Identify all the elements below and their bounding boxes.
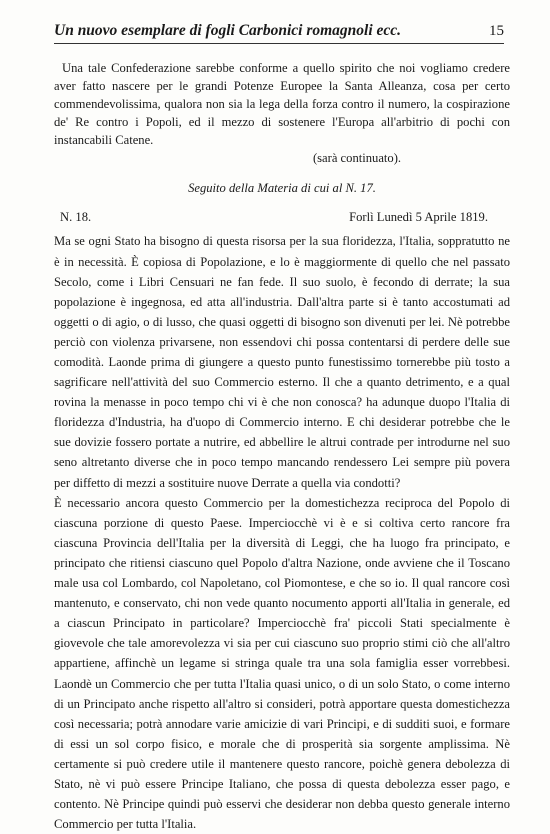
issue-dateline: Forlì Lunedì 5 Aprile 1819. xyxy=(349,210,488,225)
running-header xyxy=(54,22,504,44)
section-title: Seguito della Materia di cui al N. 17. xyxy=(188,181,376,196)
body-paragraph: Ma se ogni Stato ha bisogno di questa risorsa per la sua floridezza, l'Italia, soppratutto ne è in necessità. È copiosa di Popolazione, e lo è maggiormente di quello che nel passato Secolo, come i Libri Censuari ne fan fede. Il suo suolo, è fecondo di derrate; la sua popolazione è ingegnosa, ed atta all'industria. Dall'altra parte si è tanto accostumati ad oggetti o di agio, o di lusso, che quasi oggetti di bisogno son divenuti per lei. Nè potrebbe perciò con violenza privarsene, non essendovi chi possa contentarsi di perdere delle sue comodità. Laonde prima di giungere a questo punto funestissimo tornerebbe più tosto a sagrificare nell'attività del suo Commercio esterno. Il che a quanto detrimento, e a qual rovina la menasse in poco tempo chi vi è che non conosca? ha adunque duopo l'Italia di floridezza d'Industria, ha d'uopo di Commercio interno. E chi desiderar potrebbe che le sue dovizie fossero portate a nutrire, ed abbellire le altrui contrade per introdurne nel suo seno altretanto diverse che in poco tempo mancando rendessero Lei sempre più povera per diffetto di mezzi a sostituire nuove Derrate a quella via condotti? xyxy=(54,234,510,490)
body-text xyxy=(54,231,510,834)
page-number: 15 xyxy=(489,23,504,39)
running-title: Un nuovo esemplare di fogli Carbonici romagnoli ecc. xyxy=(54,22,402,39)
continuation-note: (sarà continuato). xyxy=(312,150,402,165)
issue-line xyxy=(60,210,488,225)
body-paragraph: È necessario ancora questo Commercio per la domestichezza reciproca del Popolo di ciascuna porzione di questo Paese. Imperciocchè vi è e si coltiva certo rancore fra ciascuna Provincia dell'Italia per la diversità di Leggi, che ha luogo fra principato, e principato che ritiensi ciascuno quel Popolo d'altra Nazione, onde avviene che il Toscano male usa col Lombardo, col Napoletano, col Piomontese, e che so io. Il qual rancore così mantenuto, e conservato, chi non vede quanto nocumento apporti all'Italia in generale, ed a ciascun Principato in particolare? Imperciocchè fra' piccoli Stati specialmente è giovevole che tale amorevolezza vi sia per cui ciascuno suo proprio stimi ciò che all'altro appartiene, affinchè un legame si stringa quale tra una sola famiglia esser vorrebbesi. Laondè un Commercio che per tutta l'Italia quasi unico, o di un solo Stato, o come interno di un Principato anche rispetto all'altro si consideri, potrà apportare questa domestichezza così necessaria; potrà annodare varie amicizie di vari Principi, e di sudditi suoi, e formare di essi un sol corpo fisico, e morale che di prosperità sia sorgente amplissima. Nè certamente si può credere utile il mantenere questo rancore, poichè genera debolezza di Stato, nè vi può essere Principe Italiano, che possa di questa debolezza esser pago, e contento. Nè Principe quindi può esservi che desiderar non debba questo generale interno Commercio per tutta l'Italia. xyxy=(54,495,510,832)
opening-paragraph: Una tale Confederazione sarebbe conforme a quello spirito che noi vogliamo credere aver fatto nascere per le grandi Potenze Europee la Santa Alleanza, cosa per certo commendevolissima, qualora non sia la lega della forza contro il numero, la cospirazione de' Re contro i Popoli, ed il mezzo di sostenere l'Europa all'arbitrio di pochi con instancabili Catene. xyxy=(54,61,510,147)
issue-number: N. 18. xyxy=(60,210,92,225)
